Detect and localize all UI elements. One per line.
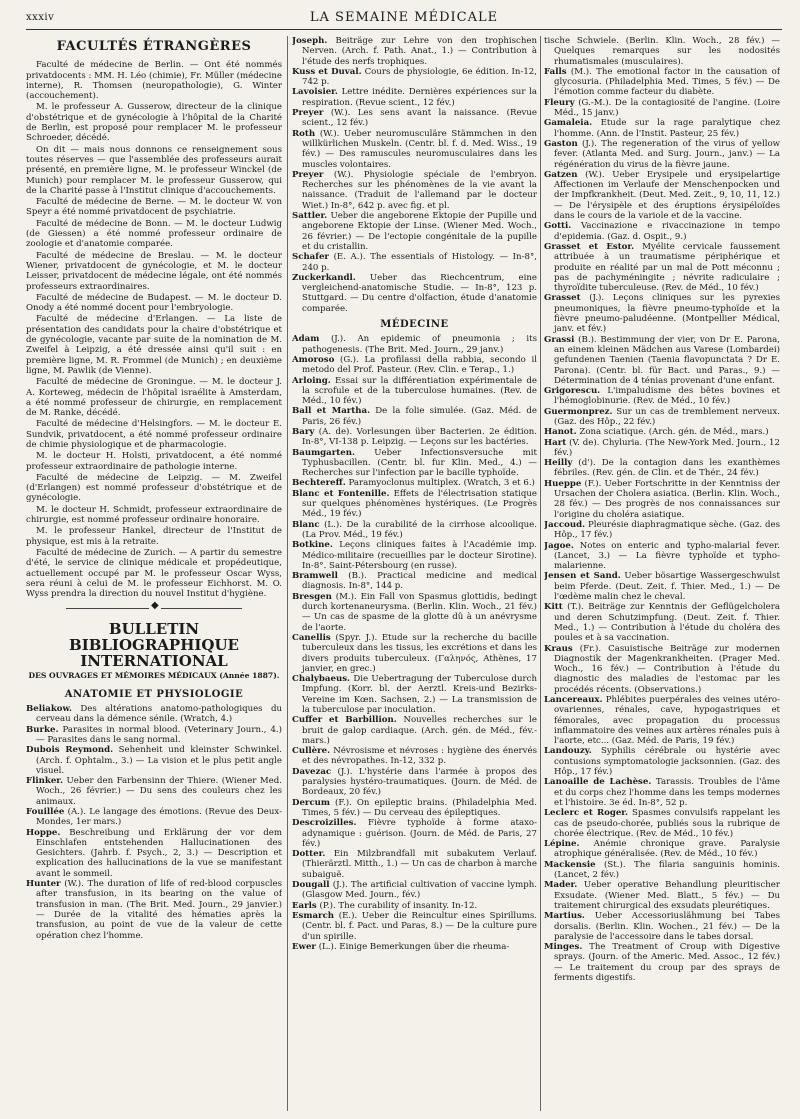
entry-author: Lancereaux.: [544, 695, 603, 705]
entry-author: Schafer: [292, 252, 329, 263]
entry-text: tische Schwiele. (Berlin. Klin. Woch., 28 fév.) — Quelques remarques sur les nodosités rhumatismales (musculaires).: [544, 36, 780, 67]
entry-author: Preyer: [292, 108, 324, 119]
entry-author: Heilly: [544, 458, 573, 469]
entry-author: Beliakow.: [26, 704, 73, 715]
bibliography-entry: [292, 901, 537, 911]
bibliography-entry: [292, 798, 537, 819]
bibliography-entry: [292, 633, 537, 674]
entry-text: Ueber operative Behandlung pleuritischer Exsudate. (Wiener Med. Blatt., 5 fév.) — Du traitement chirurgical des exsudats pleurétiques.: [554, 880, 780, 911]
bibliography-entry: [544, 746, 780, 777]
entry-text: Essai sur la différentiation expérimentale de la scrofule et de la tuberculose humaines. (Rev. de Méd., 10 fév.): [302, 375, 537, 407]
entry-author: Preyer: [292, 169, 324, 180]
entry-text: (M.). The emotional factor in the causation of glycosuria. (Philadelphia Med. Times, 5 fév.) — De l'émotion comme facteur du diabète.: [554, 66, 780, 98]
news-paragraph: Faculté de médecine de Zurich. — A partir du semestre d'été, le service de clinique médicale et propédeutique, actuellement occupé par M. le professeur Oscar Wyss, sera réuni à celui de M. le professeur Eichhorst. M. O. Wyss prendra la direction du nouvel Institut d'hygiène.: [26, 547, 282, 600]
bibliography-entry: [292, 849, 537, 880]
entry-text: (W.). Ueber neuromusculäre Stämmchen in den willkürlichen Muskeln. (Centr. bl. f. d. Med. Wiss., 19 fév.) — Des ramuscules neuromusculaires dans les muscles volontaires.: [302, 128, 537, 170]
entry-author: Canellis: [292, 632, 331, 643]
entry-author: Fouillée: [26, 807, 65, 817]
ornament-divider: [26, 601, 282, 615]
bibliography-entry: [292, 715, 537, 746]
entry-text: Zona sciatique. (Arch. gén. de Méd., mars.): [579, 427, 769, 438]
entry-author: Hanot.: [544, 427, 577, 438]
column-left: [26, 36, 282, 1115]
bibliography-entry: [292, 129, 537, 170]
entry-text: (J.). Leçons cliniques sur les pyrexies pneumoniques, la fièvre pneumo-typhoïde et la fièvre pneumo-paludéenne. (Montpellier Médical, janv. et fév.): [554, 293, 780, 335]
entry-text: Syphilis cérébrale ou hystérie avec contusions symptomatologie jacksonnien. (Gaz. des Hôp., 17 fév.): [554, 746, 780, 778]
bibliography-entry: [544, 67, 780, 98]
entry-text: (A.). Le langage des émotions. (Revue des Deux-Mondes, 1er mars.): [36, 807, 282, 828]
entry-text: Vaccinazione e rivaccinazione in tempo d'epidemia. (Gaz. d. Ospit., 9.): [554, 221, 780, 242]
bibliography-entry: [544, 170, 780, 221]
news-paragraph: M. le professeur Hankel, directeur de l'Institut de physique, est mis à la retraite.: [26, 526, 282, 547]
bibliography-entry: [544, 808, 780, 839]
entry-text: Cours de physiologie, 6e édition. In-12, 742 p.: [302, 66, 537, 88]
entry-author: Davezac: [292, 766, 332, 777]
entry-text: (W.). Physiologie spéciale de l'embryon. Recherches sur les phénomènes de la vie avant la naissance. (Traduit de l'allemand par le docteur Wiet.) In-8°, 642 p. avec fig. et pl.: [302, 169, 537, 211]
bulletin-subtitle: DES OUVRAGES ET MÉMOIRES MÉDICAUX (Année 1887).: [28, 671, 280, 681]
entry-author: Esmarch: [292, 910, 335, 921]
bibliography-entry: [26, 776, 282, 807]
bibliography-entry: [292, 211, 537, 252]
entry-text: Beschreibung und Erklärung der vor dem Einschlafen entstehenden Hallucinationen des Gesichters. (Jahrb. f. Psych., 2, 3.) — Description et explication des hallucinations de la vue se manifestant avant le sommeil.: [36, 827, 282, 879]
entry-author: Arloing.: [292, 375, 331, 386]
bibliography-entry: [292, 911, 537, 942]
entry-text: Sur un cas de tremblement nerveux. (Gaz. des Hôp., 22 fév.): [554, 406, 780, 427]
entry-author: Blanc et Fontenille.: [292, 488, 390, 499]
entry-text: Paramyoclonus multiplex. (Wratch, 3 et 6.): [348, 478, 535, 489]
bibliography-entry: [544, 427, 780, 437]
anatomy-entries-cont: [292, 36, 537, 314]
page-header: [26, 8, 782, 30]
bibliography-entry: [544, 293, 780, 334]
diamond-icon: ◆: [151, 600, 159, 612]
bibliography-entry: [544, 139, 780, 170]
entry-text: (J.). The regeneration of the virus of yellow fever. (Atlanta Med. and Surg. Journ., janv.) — La régénération du virus de la fièvre jaune.: [554, 138, 780, 170]
entry-text: (E. A.). The essentials of Histology. — In-8°, 240 p.: [302, 252, 537, 273]
entry-author: Gamaleia.: [544, 118, 593, 129]
entry-text: Myélite cervicale faussement attribuée à un traumatisme périphérique et produite en réalité par un mal de Pott méconnu ; pas de pachyméningite ; névrite radiculaire ; thyroïdite tuberculeuse. (Rev. de Méd., 10 fév.): [554, 241, 780, 294]
bibliography-entry: [292, 355, 537, 376]
faculties-heading: FACULTÉS ÉTRANGÈRES: [56, 39, 252, 54]
entry-text: (A. de). Vorlesungen über Bacterien. 2e édition. In-8°, VI-138 p. Leipzig. — Leçons sur les bactéries.: [302, 426, 537, 448]
entry-author: Ewer: [292, 941, 316, 952]
bibliography-entry: [544, 602, 780, 643]
bulletin-title: BULLETIN BIBLIOGRAPHIQUE INTERNATIONAL: [69, 620, 239, 671]
news-paragraph: On dit — mais nous donnons ce renseignement sous toutes réserves — que l'assemblée des professeurs aurait présenté, en première ligne, M. le professeur Winckel (de Munich) pour remplacer M. le professeur Gusserow, qui de la Charité passe à l'Institut clinique d'accouchements.: [26, 144, 282, 196]
entry-author: Dougall: [292, 880, 330, 891]
bibliography-entry: [292, 36, 537, 67]
entry-author: Descroizilles.: [292, 818, 357, 829]
bibliography-entry: [544, 942, 780, 983]
bibliography-entry: [544, 36, 780, 67]
entry-text: (Spyr. J.). Etude sur la recherche du bacille tuberculeux dans les tissus, les excrétions et dans les divers produits tuberculeux. (Γαληνός, Athènes, 17 janvier, en grec.): [302, 632, 537, 674]
entry-author: Gatzen: [544, 169, 578, 180]
bibliography-entry: [544, 386, 780, 407]
entry-author: Jagoe.: [544, 540, 574, 551]
entry-author: Hart: [544, 437, 567, 448]
bibliography-entry: [544, 407, 780, 428]
bibliography-entry: [292, 540, 537, 571]
entry-text: Ueber den Farbensinn der Thiere. (Wiener Med. Woch., 26 février.) — Du sens des couleurs chez les animaux.: [36, 776, 282, 807]
entry-author: Adam: [292, 334, 320, 345]
bibliography-entry: [292, 273, 537, 314]
bibliography-entry: [544, 880, 780, 911]
bibliography-entry: [292, 942, 537, 952]
entry-text: (L.). Einige Bemerkungen über die rheuma-: [318, 941, 510, 952]
entry-text: (d'). De la contagion dans les exanthèmes fébriles. (Rev. gén. de Clin. et de Thér., 24 fév.): [554, 458, 780, 479]
bibliography-entry: [292, 478, 537, 488]
bibliography-entry: [544, 860, 780, 881]
entry-author: Cuffer et Barbillion.: [292, 715, 397, 726]
bibliography-entry: [544, 911, 780, 942]
entry-text: Des altérations anatomo-pathologiques du cerveau dans la démence sénile. (Wratch, 4.): [36, 704, 282, 725]
section-heading-medicine: MÉDECINE: [380, 319, 449, 331]
entry-text: (W.). The duration of life of red-blood corpuscles after transfusion, in its bearing on the value of transfusion in man. (The Brit. Med. Journ., 29 janvier.) — Durée de la vitalité des hématies après la transfusion, au point de vue de la valeur de cette opération chez l'homme.: [36, 879, 282, 941]
anatomy-entries: [26, 704, 282, 941]
entry-author: Sattler.: [292, 211, 328, 222]
bibliography-entry: [292, 571, 537, 592]
bibliography-entry: [544, 98, 780, 119]
bibliography-entry: [544, 695, 780, 746]
entry-author: Kraus: [544, 643, 573, 654]
bibliography-entry: [292, 489, 537, 520]
entry-author: Bary: [292, 426, 315, 437]
entry-author: Bramwell: [292, 571, 338, 582]
entry-author: Ball et Martha.: [292, 406, 371, 417]
entry-author: Lépine.: [544, 839, 580, 850]
entry-author: Grasset: [544, 293, 581, 304]
bibliography-entry: [292, 252, 537, 273]
entry-text: Ueber bösartige Wassergeschwulst beim Pferde. (Deut. Zeit. f. Thier. Med., 1.) — De l'œdème malin chez le cheval.: [554, 571, 780, 603]
bibliography-entry: [292, 376, 537, 407]
entry-text: Ueber Infectionsversuche mit Typhusbacillen. (Centr. bl. fur Klin. Med., 4.) — Recherches sur l'infection par le bacille typhoïde.: [302, 447, 537, 479]
entry-author: Leclerc et Roger.: [544, 808, 629, 819]
entry-author: Roth: [292, 128, 316, 139]
entry-text: (Fr.). Casuistische Beiträge zur modernen Diagnostik der Magenkrankheiten. (Prager Med. Woch., 16 fév.) — Contribution à l'étude du diagnostic des maladies de l'estomac par les procédés récents. (Observations.): [554, 643, 780, 695]
bibliography-entry: [544, 541, 780, 572]
bibliography-entry: [26, 704, 282, 725]
entry-text: (J.). An epidemic of pneumonia ; its pathogenesis. (The Brit. Med. Journ., 29 janv.): [302, 334, 537, 355]
entry-text: Effets de l'électrisation statique sur quelques phénomènes hystériques. (Le Progrès Méd., 19 fév.): [302, 488, 537, 520]
bibliography-entry: [544, 571, 780, 602]
entry-author: Lanoaille de Lachèse.: [544, 777, 652, 788]
entry-author: Martius.: [544, 911, 585, 922]
bibliography-entry: [544, 479, 780, 520]
header-rule: [26, 29, 782, 30]
bibliography-entry: [544, 242, 780, 293]
entry-text: (F.). On epileptic brains. (Philadelphia Med. Times, 5 fév.) — Du cerveau des épileptiques.: [302, 797, 537, 818]
entry-text: Ein Milzbrandfall mit subakutem Verlauf. (Thierärztl. Mitth., 1.) — Un cas de charbon à marche subaiguë.: [302, 849, 537, 880]
bibliography-entry: [544, 777, 780, 808]
entry-author: Hueppe: [544, 478, 582, 489]
entry-text: Etude sur la rage paralytique chez l'homme. (Ann. de l'Instit. Pasteur, 25 fév.): [554, 118, 780, 139]
bibliography-entry: [292, 406, 537, 427]
entry-author: Amoroso: [292, 354, 335, 365]
entry-text: Lettre inédite. Dernières expériences sur la respiration. (Revue scient., 12 fév.): [302, 87, 537, 108]
entry-author: Kitt: [544, 602, 563, 613]
entry-author: Guermonprez.: [544, 406, 613, 417]
news-paragraph: Faculté de médecine de Budapest. — M. le docteur D. Onody a été nommé docent pour l'embryologie.: [26, 292, 282, 314]
entry-author: Mackensie: [544, 859, 596, 870]
column-divider: [540, 36, 541, 1111]
bibliography-entry: [292, 880, 537, 901]
news-paragraph: Faculté de médecine de Leipzig. — M. Zweifel (d'Erlangen) est nommé professeur d'obstétrique et de gynécologie.: [26, 472, 282, 504]
entry-text: Ueber das Riechcentrum, eine vergleichend-anatomische Studie. — In-8°, 123 p. Stuttgard. — Du centre d'olfaction, étude d'anatomie comparée.: [302, 272, 537, 314]
bibliography-entry: [26, 828, 282, 879]
bibliography-entry: [26, 725, 282, 746]
bibliography-entry: [544, 221, 780, 242]
entry-author: Cullère.: [292, 746, 331, 757]
entry-author: Botkine.: [292, 540, 333, 551]
news-paragraph: Faculté de médecine de Groningue. — M. le docteur J. A. Korteweg, médecin de l'hôpital israélite à Amsterdam, a été nommé professeur de chirurgie, en remplacement de M. Ranke, décédé.: [26, 377, 282, 419]
entry-author: Jensen et Sand.: [544, 571, 621, 582]
entry-text: (J.). L'hystérie dans l'armée à propos des paralysies hystéro-traumatiques. (Journ. de Méd. de Bordeaux, 20 fév.): [302, 766, 537, 798]
entry-text: Névrosisme et névroses : hygiène des énervés et des névropathes. In-12, 332 p.: [302, 746, 537, 767]
news-paragraph: Faculté de médecine d'Helsingfors. — M. le docteur E. Sundvik, privatdocent, a été nommé professeur ordinaire de chimie physiologique et de pharmacologie.: [26, 419, 282, 450]
entry-author: Hunter: [26, 879, 61, 890]
entry-author: Gaston: [544, 138, 578, 149]
entry-author: Blanc: [292, 519, 320, 530]
column-divider: [287, 36, 288, 1111]
entry-author: Flinker.: [26, 776, 64, 787]
news-paragraph: Faculté de médecine de Bonn. — M. le docteur Ludwig (de Giessen) a été nommé professeur ordinaire de zoologie et d'anatomie comparée.: [26, 218, 282, 250]
entry-text: Nouvelles recherches sur le bruit de galop cardiaque. (Arch. gén. de Méd., fév.-mars.): [302, 715, 537, 746]
entry-text: (F.). Ueber Fortschritte in der Kenntniss der Ursachen der Cholera asiatica. (Berlin. Klin. Woch., 28 fév.) — Des progrès de nos connaissances sur l'origine du choléra asiatique.: [554, 478, 780, 520]
entry-author: Earls: [292, 900, 317, 911]
entry-author: Landouzy.: [544, 746, 592, 757]
bibliography-entry: [292, 520, 537, 541]
news-paragraph: Faculté de médecine d'Erlangen. — La liste de présentation des candidats pour la chaire d'obstétrique et de gynécologie, vacante par suite de la nomination de M. Zweifel à Leipzig, a été dressée ainsi qu'il suit : en première ligne, M. R. Frommel (de Munich) ; en deuxième ligne, M. Pawlik (de Vienne).: [26, 314, 282, 376]
entry-text: (P.). The curability of insanity. In-12.: [319, 900, 478, 911]
bibliography-entry: [292, 767, 537, 798]
entry-text: (W.). Les sens avant la naissance. (Revue scient., 12 fév.): [302, 108, 537, 129]
entry-author: Grasset et Estor.: [544, 241, 635, 252]
medicine-entries-cont: [544, 36, 780, 983]
entry-text: Notes on enteric and typho-malarial fever. (Lancet, 3.) — La fièvre typhoïde et typho-malarienne.: [554, 540, 780, 572]
bibliography-entry: [292, 592, 537, 633]
entry-text: Parasites in normal blood. (Veterinary Journ., 4.) — Parasites dans le sang normal.: [36, 724, 282, 745]
bibliography-entry: [544, 839, 780, 860]
entry-text: Phlébites puerpérales des veines utéro-ovariennes, rénales, cave, hypogastriques et fémorales, avec propagation du processus inflammatoire des veines aux artères rénales puis à l'aorte, etc... (Gaz. Méd. de Paris, 19 fév.): [554, 695, 780, 747]
bibliography-entry: [292, 87, 537, 108]
entry-author: Baumgarten.: [292, 447, 355, 458]
entry-text: Beiträge zur Lehre von den trophischen Nerven. (Arch. f. Path. Anat., 1.) — Contribution à l'étude des nerfs trophiques.: [302, 36, 537, 67]
bibliography-entry: [292, 334, 537, 355]
column-right: [544, 36, 780, 1115]
bibliography-entry: [544, 438, 780, 459]
bibliography-entry: [26, 879, 282, 941]
entry-author: Dubois Reymond.: [26, 745, 114, 756]
entry-text: (V. de). Chyluria. (The New-York Med. Journ., 12 fév.): [554, 437, 780, 458]
entry-author: Burke.: [26, 724, 59, 735]
entry-author: Bechtereff.: [292, 478, 346, 489]
faculties-news: [26, 60, 282, 599]
entry-text: (J.). The artificial cultivation of vaccine lymph. (Glasgow Med. Journ., fév.): [302, 880, 537, 901]
entry-text: Leçons cliniques faites à l'Académie imp. Médico-militaire (recueillies par le docteur Sirotine). In-8°. Saint-Pétersbourg (en russe).: [302, 540, 537, 571]
entry-author: Grassi: [544, 334, 575, 345]
entry-text: Tarassis. Troubles de l'âme et du corps chez l'homme dans les temps modernes et l'histoire. 3e éd. In-8°, 52 p.: [554, 777, 780, 808]
entry-author: Grigorescu.: [544, 386, 601, 397]
bibliography-entry: [292, 818, 537, 849]
journal-title: LA SEMAINE MÉDICALE: [309, 10, 499, 25]
entry-text: Anémie chronique grave. Paralysie atrophique généralisée. (Rev. de Méd., 10 fév.): [554, 839, 780, 860]
column-middle: [292, 36, 537, 1115]
section-heading-anatomy: ANATOMIE ET PHYSIOLOGIE: [64, 688, 244, 700]
page-number: xxxiv: [26, 12, 55, 23]
bibliography-entry: [26, 745, 282, 776]
entry-author: Hoppe.: [26, 827, 61, 838]
entry-author: Bresgen: [292, 591, 332, 602]
news-paragraph: Faculté de médecine de Berlin. — Ont été nommés privatdocents : MM. H. Léo (chimie), Fr. Müller (médecine interne), R. Thomsen (neuropathologie), G. Winter (accouchement).: [26, 60, 282, 102]
bibliography-entry: [292, 746, 537, 767]
entry-author: Fleury: [544, 97, 575, 108]
entry-text: (M.). Ein Fall von Spasmus glottidis, bedingt durch kortenaneurysma. (Berlin. Klin. Woch., 21 fév.) — Un cas de spasme de la glotte dû à un anévrysme de l'aorte.: [302, 591, 537, 633]
entry-author: Minges.: [544, 942, 583, 953]
bibliography-entry: [544, 118, 780, 139]
news-paragraph: M. le docteur H. Schmidt, professeur extraordinaire de chirurgie, est nommé professeur ordinaire honoraire.: [26, 504, 282, 526]
entry-text: Pleurésie diaphragmatique sèche. (Gaz. des Hôp., 17 fév.): [554, 519, 780, 541]
entry-author: Joseph.: [292, 36, 328, 46]
entry-text: The Treatment of Croup with Digestive sprays. (Journ. of the Americ. Med. Assoc., 12 fév.) — Le traitement du croup par des sprays de ferments digestifs.: [554, 942, 780, 984]
entry-text: (G.). La profilassi della rabbia, secondo il metodo del Prof. Pasteur. (Rev. Clin. e Terap., 1.): [302, 354, 537, 376]
entry-text: Ueber Accessoriuslähmung bei Tabes dorsalis. (Berlin. Klin. Wochen., 21 fév.) — De la paralysie de l'accessoire dans le tabes dorsal.: [554, 911, 780, 942]
entry-text: Ueber die angeborene Ektopie der Pupille und angeborene Ektopie der Linse. (Wiener Med. Woch., 26 février.) — De l'ectopie congénitale de la pupille et du cristallin.: [302, 211, 537, 252]
entry-author: Falls: [544, 66, 567, 77]
entry-text: (L.). De la curabilité de la cirrhose alcoolique. (La Prov. Méd., 19 fév.): [302, 519, 537, 540]
medicine-entries: [292, 334, 537, 952]
entry-author: Zuckerkandl.: [292, 272, 356, 283]
news-paragraph: Faculté de médecine de Breslau. — M. le docteur Wiener, privatdocent de gynécologie, et M. le docteur Leisser, privatdocent de médecine légale, ont été nommés professeurs extraordinaires.: [26, 250, 282, 292]
entry-author: Dotter.: [292, 849, 326, 860]
bibliography-entry: [544, 520, 780, 541]
bibliography-entry: [292, 674, 537, 715]
news-paragraph: M. le professeur A. Gusserow, directeur de la clinique d'obstétrique et de gynécologie à l'hôpital de la Charité de Berlin, est proposé pour remplacer M. le professeur Schroeder, décédé.: [26, 102, 282, 144]
entry-author: Mader.: [544, 880, 578, 891]
entry-author: Gotti.: [544, 221, 572, 232]
bibliography-entry: [544, 335, 780, 386]
bibliography-entry: [544, 458, 780, 479]
entry-author: Kuss et Duval.: [292, 66, 362, 77]
bibliography-entry: [292, 170, 537, 211]
entry-text: Die Uebertragung der Tuberculose durch Impfung. (Korr. bl. der Aerztl. Kreis-und Bezirks-Vereine im Kœn. Sachsen, 2.) — La transmission de la tuberculose par inoculation.: [302, 674, 537, 715]
entry-text: (B.). Bestimmung der vier, von Dr E. Parona, an einem kleinen Mädchen aus Varese (Lombardei) gefundenen Taenien (Taenia flavopunctata ? Dr E. Parona). (Centr. bl. für Bact. und Paras., 9.) — Détermination de 4 ténias provenant d'une enfant.: [554, 334, 780, 386]
entry-text: L'impaludisme des bêtes bovines et l'hémoglobinurie. (Rev. de Méd., 10 fév.): [554, 386, 780, 407]
entry-text: De la folie simulée. (Gaz. Méd. de Paris, 26 fév.): [302, 406, 537, 427]
entry-text: (E.). Ueber die Reincultur eines Spirillums. (Centr. bl. f. Pact. und Paras, 8.) — De la culture pure d'un spirille.: [302, 910, 537, 942]
entry-text: (St.). The filaria sanguinis hominis. (Lancet, 2 fév.): [554, 859, 780, 881]
bibliography-entry: [292, 427, 537, 448]
bibliography-entry: [292, 108, 537, 129]
news-paragraph: Faculté de médecine de Berne. — M. le docteur W. von Speyr a été nommé privatdocent de psychiatrie.: [26, 197, 282, 218]
entry-author: Chalybaeus.: [292, 674, 351, 685]
entry-text: (T.). Beiträge zur Kenntnis der Geflügelcholera und deren Schutzimpfung. (Deut. Zeit. f. Thier. Med., 1.) — Contribution à l'étude du choléra des poules et à sa vaccination.: [554, 602, 780, 644]
news-paragraph: M. le docteur H. Holsti, privatdocent, a été nommé professeur extraordinaire de pathologie interne.: [26, 451, 282, 472]
bibliography-entry: [544, 644, 780, 695]
entry-author: Jaccoud.: [544, 519, 586, 530]
entry-text: Fièvre typhoïde à forme ataxo-adynamique : guérison. (Journ. de Méd. de Paris, 27 fév.): [302, 818, 537, 849]
entry-author: Dercum: [292, 797, 331, 808]
entry-text: Spasmes convulsifs rappelant les cas de pseudo-chorée, publiés sous la rubrique de chorée électrique. (Rev. de Méd., 10 fév.): [554, 808, 780, 839]
entry-author: Lavoisier.: [292, 87, 338, 98]
bibliography-entry: [292, 448, 537, 479]
entry-text: Sehenheit und kleinster Schwinkel. (Arch. f. Ophtalm., 3.) — La vision et le plus petit angle visuel.: [36, 745, 282, 776]
bibliography-entry: [292, 67, 537, 88]
bibliography-entry: [26, 807, 282, 828]
entry-text: (W.). Ueber Erysipele und erysipelartige Affectionen im Verlaufe der Menschenpocken und der Impfkrankheit. (Deut. Med. Zeit., 9, 10, 11, 12.) — De l'érysipèle et des éruptions érysipéloïdes dans le cours de la variole et de la vaccine.: [554, 169, 780, 222]
entry-text: (B.). Practical medicine and medical diagnosis. In-8°, 144 p.: [302, 571, 537, 592]
entry-text: (G.-M.). De la contagiosité de l'angine. (Loire Méd., 15 janv.): [554, 97, 780, 119]
